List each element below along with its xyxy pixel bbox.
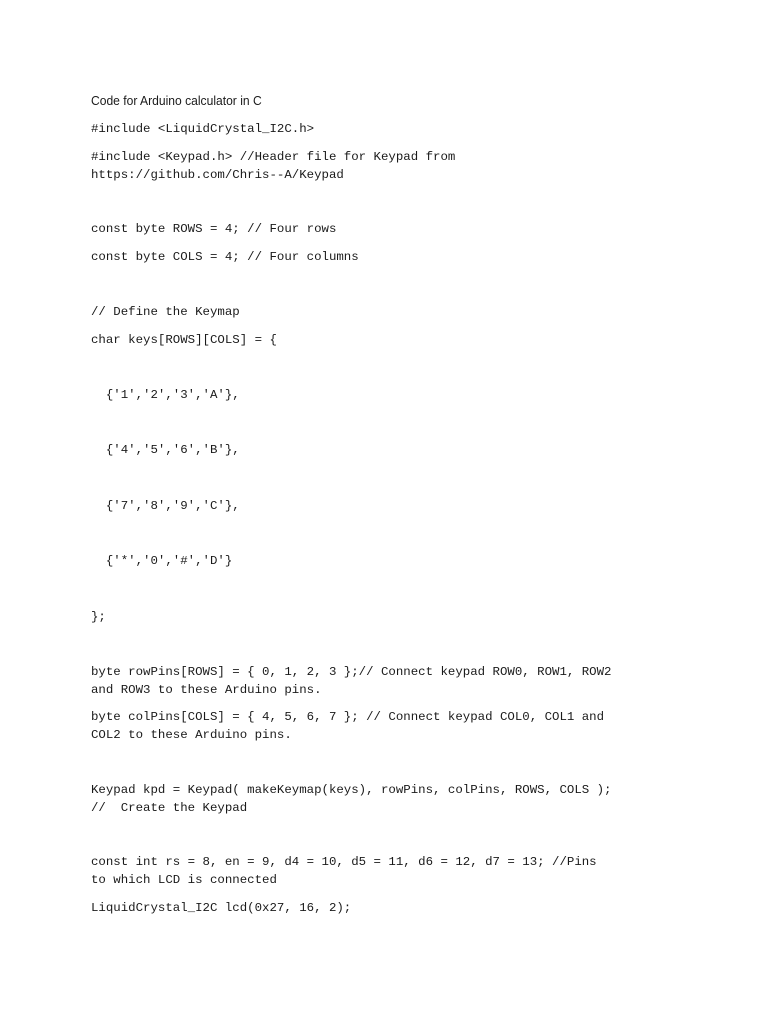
code-line-keypad-create: Keypad kpd = Keypad( makeKeymap(keys), rowPins, colPins, ROWS, COLS ); // Create the Keypad	[91, 783, 612, 815]
code-line-colpins: byte colPins[COLS] = { 4, 5, 6, 7 }; // Connect keypad COL0, COL1 and COL2 to these Arduino pins.	[91, 710, 605, 742]
code-line-rowpins: byte rowPins[ROWS] = { 0, 1, 2, 3 };// Connect keypad ROW0, ROW1, ROW2 and ROW3 to these Arduino pins.	[91, 665, 612, 697]
code-line-rows: const byte ROWS = 4; // Four rows	[91, 222, 337, 236]
code-line-lcd-pins: const int rs = 8, en = 9, d4 = 10, d5 = 11, d6 = 12, d7 = 13; //Pins to which LCD is connected	[91, 855, 597, 887]
code-line-include-lcd: #include <LiquidCrystal_I2C.h>	[91, 122, 315, 136]
code-line-keys-close: };	[91, 610, 106, 624]
code-line-cols: const byte COLS = 4; // Four columns	[91, 250, 359, 264]
code-line-keys-row-2: {'4','5','6','B'},	[91, 443, 240, 457]
code-line-keys-row-3: {'7','8','9','C'},	[91, 499, 240, 513]
code-line-keymap-comment: // Define the Keymap	[91, 305, 240, 319]
code-line-include-keypad: #include <Keypad.h> //Header file for Keypad from https://github.com/Chris--A/Keypad	[91, 150, 456, 182]
code-line-lcd-init: LiquidCrystal_I2C lcd(0x27, 16, 2);	[91, 901, 352, 915]
document-title: Code for Arduino calculator in C	[91, 93, 262, 108]
code-line-keys-decl: char keys[ROWS][COLS] = {	[91, 333, 277, 347]
code-line-keys-row-4: {'*','0','#','D'}	[91, 554, 233, 568]
code-line-keys-row-1: {'1','2','3','A'},	[91, 388, 240, 402]
